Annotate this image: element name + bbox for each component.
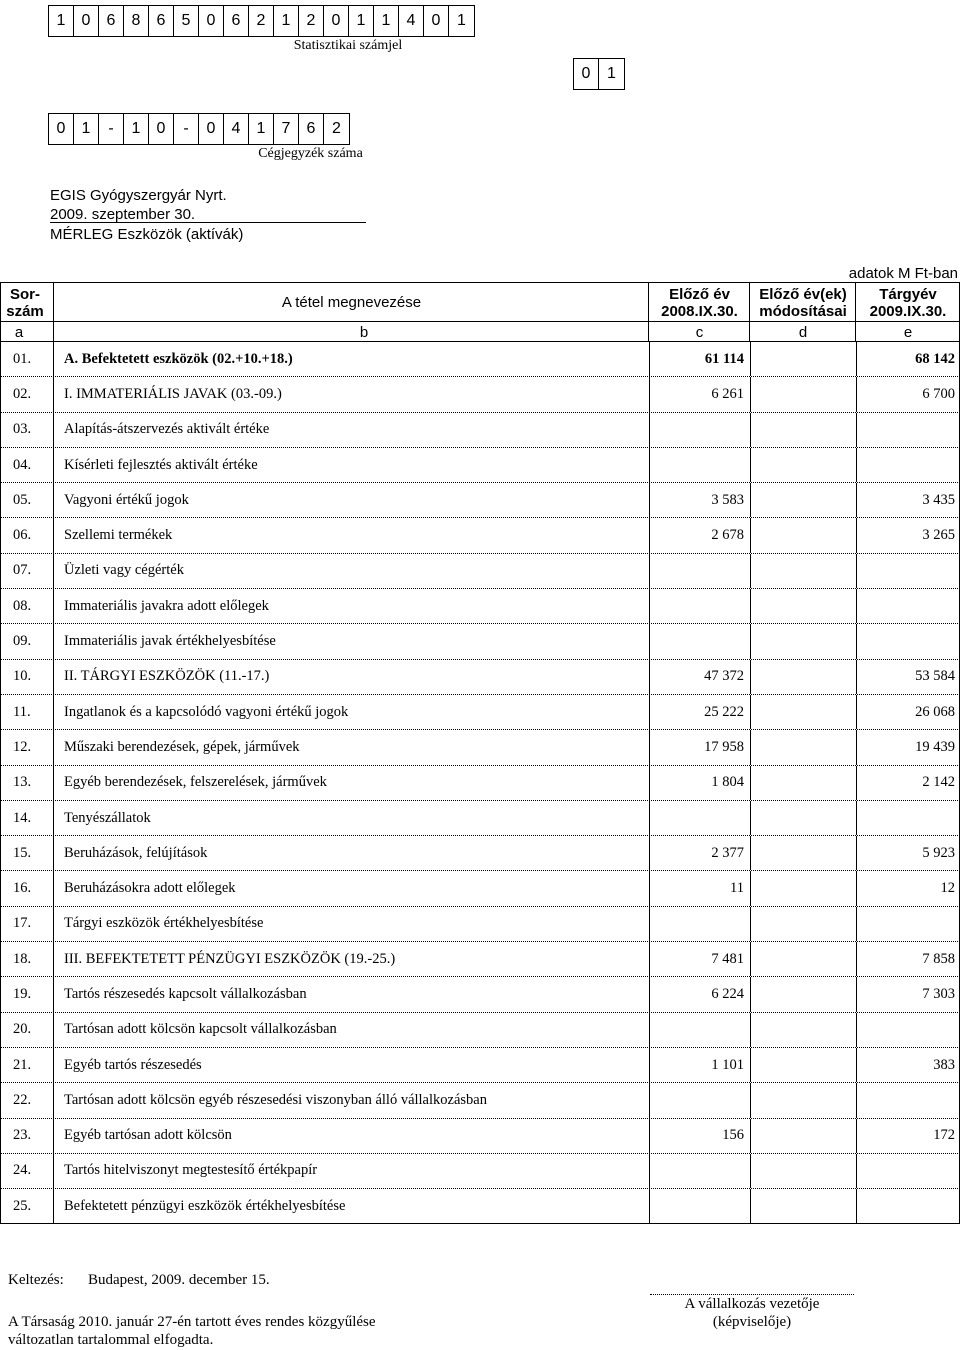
- stat-digit-box: 1: [274, 6, 299, 36]
- row-prev-year-value: [649, 1083, 750, 1117]
- units-note: adatok M Ft-ban: [848, 265, 958, 282]
- table-row: [0, 448, 960, 483]
- stat-number-boxes: [48, 5, 475, 37]
- row-item-name: II. TÁRGYI ESZKÖZÖK (11.-17.): [64, 668, 270, 685]
- row-current-year-value: 19 439: [856, 730, 960, 764]
- row-modification-value: [750, 836, 856, 870]
- form-code-digit-box: 0: [574, 59, 599, 89]
- header-letter-d: d: [798, 324, 808, 341]
- row-current-year-value: [856, 448, 960, 482]
- header-no-line2: szám: [6, 303, 44, 320]
- row-number: 05.: [0, 483, 54, 517]
- header-mod-line1: Előző év(ek): [759, 286, 847, 303]
- row-modification-value: [750, 1048, 856, 1082]
- row-item-name: Tárgyi eszközök értékhelyesbítése: [64, 915, 264, 932]
- row-number: 06.: [0, 518, 54, 552]
- stat-digit-box: 1: [374, 6, 399, 36]
- row-item-name: Befektetett pénzügyi eszközök értékhelyesbítése: [64, 1197, 346, 1214]
- stat-digit-box: 0: [199, 6, 224, 36]
- registry-digit-box: 1: [124, 114, 149, 144]
- row-current-year-value: [856, 907, 960, 941]
- row-item-name: III. BEFEKTETETT PÉNZÜGYI ESZKÖZÖK (19.-25.): [64, 950, 396, 967]
- row-item-name: Alapítás-átszervezés aktivált értéke: [64, 421, 270, 438]
- row-modification-value: [750, 342, 856, 376]
- row-current-year-value: 5 923: [856, 836, 960, 870]
- table-row: [0, 589, 960, 624]
- row-modification-value: [750, 1083, 856, 1117]
- row-item-name: Szellemi termékek: [64, 527, 173, 544]
- row-number: 22.: [0, 1083, 54, 1117]
- header-cur-line2: 2009.IX.30.: [869, 303, 947, 320]
- table-row: [0, 766, 960, 801]
- table-row: [0, 413, 960, 448]
- row-item-name: Immateriális javak értékhelyesbítése: [64, 633, 276, 650]
- registry-digit-box: 0: [49, 114, 74, 144]
- stat-digit-box: 4: [399, 6, 424, 36]
- row-item-name: Tartósan adott kölcsön egyéb részesedési viszonyban álló vállalkozásban: [64, 1091, 487, 1108]
- row-modification-value: [750, 730, 856, 764]
- row-number: 08.: [0, 589, 54, 623]
- stat-digit-box: 5: [174, 6, 199, 36]
- row-prev-year-value: [649, 413, 750, 447]
- row-prev-year-value: 2 678: [649, 518, 750, 552]
- row-item-name: Beruházások, felújítások: [64, 844, 208, 861]
- row-item-name: Tartós hitelviszonyt megtestesítő értékpapír: [64, 1162, 318, 1179]
- row-prev-year-value: [649, 801, 750, 835]
- registry-digit-box: 2: [332, 120, 341, 137]
- row-current-year-value: [856, 1189, 960, 1223]
- form-code-digit-box: 1: [607, 65, 616, 82]
- table-row: [0, 518, 960, 553]
- registry-digit-box: -: [99, 114, 124, 144]
- row-modification-value: [750, 624, 856, 658]
- row-modification-value: [750, 766, 856, 800]
- row-current-year-value: [856, 624, 960, 658]
- row-item-name: Vagyoni értékű jogok: [64, 491, 189, 508]
- row-item-name: Immateriális javakra adott előlegek: [64, 597, 269, 614]
- table-row: [0, 1083, 960, 1118]
- row-prev-year-value: 47 372: [649, 660, 750, 694]
- row-current-year-value: 7 303: [856, 977, 960, 1011]
- company-name: EGIS Gyógyszergyár Nyrt.: [50, 187, 227, 204]
- row-modification-value: [750, 942, 856, 976]
- row-prev-year-value: [649, 1013, 750, 1047]
- row-number: 10.: [0, 660, 54, 694]
- stat-digit-box: 2: [299, 6, 324, 36]
- registry-digit-box: 7: [274, 114, 299, 144]
- registry-number-boxes: [48, 113, 350, 145]
- signer-line1: A vállalkozás vezetője: [684, 1296, 820, 1312]
- row-item-name: Üzleti vagy cégérték: [64, 562, 184, 579]
- row-number: 21.: [0, 1048, 54, 1082]
- row-modification-value: [750, 871, 856, 905]
- table-row: [0, 342, 960, 377]
- table-row: [0, 695, 960, 730]
- header-prev-line2: 2008.IX.30.: [661, 303, 738, 320]
- row-modification-value: [750, 554, 856, 588]
- row-current-year-value: 12: [856, 871, 960, 905]
- table-row: [0, 977, 960, 1012]
- row-modification-value: [750, 518, 856, 552]
- table-row: [0, 483, 960, 518]
- row-modification-value: [750, 413, 856, 447]
- row-current-year-value: 7 858: [856, 942, 960, 976]
- date-label: Keltezés:: [8, 1272, 64, 1288]
- row-prev-year-value: 61 114: [649, 342, 750, 376]
- table-row: [0, 907, 960, 942]
- table-row: [0, 801, 960, 836]
- table-row: [0, 871, 960, 906]
- header-mod-line2: módosításai: [759, 303, 847, 320]
- approval-line2: változatlan tartalommal elfogadta.: [8, 1332, 214, 1348]
- row-modification-value: [750, 695, 856, 729]
- header-name: A tétel megnevezése: [281, 294, 422, 311]
- row-number: 09.: [0, 624, 54, 658]
- table-row: [0, 624, 960, 659]
- table-row: [0, 836, 960, 871]
- row-prev-year-value: 2 377: [649, 836, 750, 870]
- row-modification-value: [750, 483, 856, 517]
- row-prev-year-value: 6 224: [649, 977, 750, 1011]
- row-item-name: Tartósan adott kölcsön kapcsolt vállalkozásban: [64, 1021, 337, 1038]
- row-prev-year-value: [649, 1154, 750, 1188]
- row-current-year-value: [856, 554, 960, 588]
- row-prev-year-value: [649, 448, 750, 482]
- stat-digit-box: 6: [149, 6, 174, 36]
- registry-digit-box: -: [174, 114, 199, 144]
- signer-line2: (képviselője): [712, 1314, 792, 1330]
- row-current-year-value: [856, 1083, 960, 1117]
- row-current-year-value: 26 068: [856, 695, 960, 729]
- header-prev-line1: Előző év: [669, 286, 730, 303]
- row-number: 13.: [0, 766, 54, 800]
- table-row: [0, 1154, 960, 1189]
- row-number: 20.: [0, 1013, 54, 1047]
- row-current-year-value: 53 584: [856, 660, 960, 694]
- row-modification-value: [750, 1154, 856, 1188]
- registry-digit-box: 0: [199, 114, 224, 144]
- row-prev-year-value: 3 583: [649, 483, 750, 517]
- row-number: 16.: [0, 871, 54, 905]
- row-current-year-value: 3 265: [856, 518, 960, 552]
- row-prev-year-value: 6 261: [649, 377, 750, 411]
- registry-number-caption: Cégjegyzék száma: [258, 146, 363, 161]
- date-underline: [50, 222, 366, 223]
- stat-digit-box: 6: [99, 6, 124, 36]
- header-letter-c: c: [695, 324, 704, 341]
- stat-digit-box: 2: [249, 6, 274, 36]
- row-current-year-value: 3 435: [856, 483, 960, 517]
- header-letter-e: e: [903, 324, 913, 341]
- row-prev-year-value: 1 804: [649, 766, 750, 800]
- row-number: 19.: [0, 977, 54, 1011]
- header-letter-b: b: [359, 324, 369, 341]
- row-item-name: Egyéb berendezések, felszerelések, járművek: [64, 774, 327, 791]
- row-prev-year-value: [649, 589, 750, 623]
- row-current-year-value: [856, 589, 960, 623]
- signature-line: [650, 1294, 854, 1295]
- row-number: 15.: [0, 836, 54, 870]
- stat-digit-box: 0: [424, 6, 449, 36]
- header-letter-a: a: [14, 324, 24, 341]
- row-modification-value: [750, 977, 856, 1011]
- row-number: 14.: [0, 801, 54, 835]
- stat-digit-box: 8: [124, 6, 149, 36]
- form-code-boxes: [573, 58, 625, 90]
- row-item-name: Ingatlanok és a kapcsolódó vagyoni értékű jogok: [64, 703, 349, 720]
- table-row: [0, 1189, 960, 1224]
- row-modification-value: [750, 377, 856, 411]
- row-number: 24.: [0, 1154, 54, 1188]
- row-current-year-value: 6 700: [856, 377, 960, 411]
- row-number: 07.: [0, 554, 54, 588]
- row-number: 01.: [0, 342, 54, 376]
- header-no-line1: Sor-: [10, 286, 40, 303]
- date-value: Budapest, 2009. december 15.: [88, 1272, 270, 1288]
- row-prev-year-value: [649, 1189, 750, 1223]
- row-current-year-value: 172: [856, 1119, 960, 1153]
- row-item-name: Tenyészállatok: [64, 809, 151, 826]
- row-number: 18.: [0, 942, 54, 976]
- table-row: [0, 377, 960, 412]
- row-item-name: Kísérleti fejlesztés aktivált értéke: [64, 456, 258, 473]
- row-number: 04.: [0, 448, 54, 482]
- row-item-name: Egyéb tartós részesedés: [64, 1056, 202, 1073]
- row-number: 25.: [0, 1189, 54, 1223]
- table-row: [0, 730, 960, 765]
- row-current-year-value: [856, 801, 960, 835]
- stat-digit-box: 1: [349, 6, 374, 36]
- row-prev-year-value: [649, 624, 750, 658]
- row-number: 23.: [0, 1119, 54, 1153]
- row-current-year-value: [856, 1154, 960, 1188]
- header-cur-line1: Tárgyév: [879, 286, 937, 303]
- row-modification-value: [750, 801, 856, 835]
- row-current-year-value: 383: [856, 1048, 960, 1082]
- row-modification-value: [750, 907, 856, 941]
- stat-digit-box: 6: [224, 6, 249, 36]
- row-item-name: Beruházásokra adott előlegek: [64, 880, 236, 897]
- stat-digit-box: 0: [324, 6, 349, 36]
- row-prev-year-value: [649, 907, 750, 941]
- table-row: [0, 1013, 960, 1048]
- row-prev-year-value: [649, 554, 750, 588]
- report-date: 2009. szeptember 30.: [50, 206, 196, 223]
- row-item-name: I. IMMATERIÁLIS JAVAK (03.-09.): [64, 385, 282, 402]
- row-current-year-value: 68 142: [856, 342, 960, 376]
- table-row: [0, 1048, 960, 1083]
- table-row: [0, 942, 960, 977]
- row-prev-year-value: 11: [649, 871, 750, 905]
- row-modification-value: [750, 1013, 856, 1047]
- registry-digit-box: 4: [224, 114, 249, 144]
- registry-digit-box: 1: [249, 114, 274, 144]
- row-prev-year-value: 25 222: [649, 695, 750, 729]
- stat-digit-box: 1: [49, 6, 74, 36]
- row-number: 03.: [0, 413, 54, 447]
- row-modification-value: [750, 660, 856, 694]
- row-number: 11.: [0, 695, 54, 729]
- stat-number-caption: Statisztikai számjel: [293, 38, 403, 53]
- row-item-name: A. Befektetett eszközök (02.+10.+18.): [64, 350, 293, 367]
- stat-digit-box: 0: [74, 6, 99, 36]
- report-title: MÉRLEG Eszközök (aktívák): [50, 226, 244, 243]
- row-number: 17.: [0, 907, 54, 941]
- registry-digit-box: 6: [299, 114, 324, 144]
- registry-digit-box: 0: [149, 114, 174, 144]
- row-prev-year-value: 17 958: [649, 730, 750, 764]
- row-item-name: Műszaki berendezések, gépek, járművek: [64, 738, 300, 755]
- row-number: 02.: [0, 377, 54, 411]
- row-modification-value: [750, 448, 856, 482]
- table-row: [0, 660, 960, 695]
- approval-line1: A Társaság 2010. január 27-én tartott éves rendes közgyűlése: [8, 1314, 376, 1330]
- row-current-year-value: 2 142: [856, 766, 960, 800]
- row-modification-value: [750, 589, 856, 623]
- table-row: [0, 554, 960, 589]
- row-number: 12.: [0, 730, 54, 764]
- balance-sheet-rows: [0, 342, 960, 1224]
- row-prev-year-value: 1 101: [649, 1048, 750, 1082]
- row-modification-value: [750, 1119, 856, 1153]
- row-item-name: Egyéb tartósan adott kölcsön: [64, 1127, 232, 1144]
- row-prev-year-value: 7 481: [649, 942, 750, 976]
- row-modification-value: [750, 1189, 856, 1223]
- row-prev-year-value: 156: [649, 1119, 750, 1153]
- registry-digit-box: 1: [74, 114, 99, 144]
- row-item-name: Tartós részesedés kapcsolt vállalkozásban: [64, 985, 307, 1002]
- table-row: [0, 1119, 960, 1154]
- row-current-year-value: [856, 1013, 960, 1047]
- table-header: [0, 282, 960, 342]
- row-current-year-value: [856, 413, 960, 447]
- stat-digit-box: 1: [457, 12, 466, 29]
